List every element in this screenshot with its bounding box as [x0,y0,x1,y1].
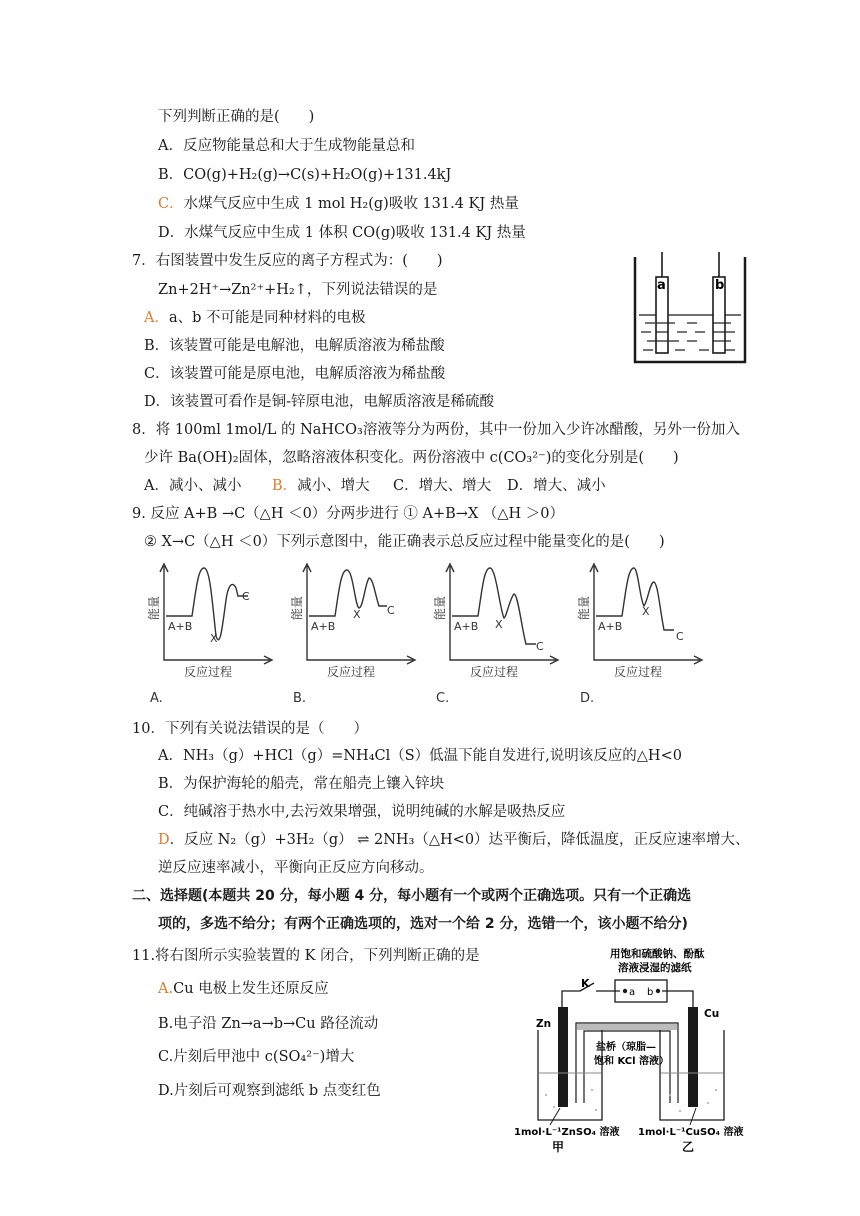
q7-electrode-b-label: b [715,278,725,293]
q11-bridge-label-2: 饱和 KCl 溶液） [594,1056,670,1067]
q9-x-axis-label: 反应过程 [614,665,663,679]
q11-right-name: 乙 [682,1140,695,1154]
q9-y-axis-label: 能量 [290,595,304,620]
q10-option-d-text: ．反应 N₂（g）+3H₂（g） ⇌ 2NH₃（△H<0）达平衡后，降低温度，正反应速率增大、 [169,832,750,848]
q11-apparatus-figure [510,945,750,1155]
q11-option-b: B.电子沿 Zn→a→b→Cu 路径流动 [158,1016,379,1032]
q9-ab-label: A+B [311,620,336,633]
q11-option-d: D.片刻后可观察到滤纸 b 点变红色 [158,1083,381,1099]
q8-option-b [272,476,370,496]
q9-y-axis-label: 能量 [577,595,591,620]
q9-x-point-label: X [495,618,503,631]
q9-ab-label: A+B [598,620,623,633]
q11-right-solution: 1mol·L⁻¹CuSO₄ 溶液 [638,1127,744,1138]
q7-option-b: B．该装置可能是电解池，电解质溶液为稀盐酸 [144,338,445,354]
q9-option-label: B. [293,691,307,706]
q9-y-axis-label: 能量 [433,595,447,620]
q9-option-label: D. [580,691,595,706]
q11-left-solution: 1mol·L⁻¹ZnSO₄ 溶液 [514,1127,620,1138]
q10-option-a: A．NH₃（g）+HCl（g）=NH₄Cl（S）低温下能自发进行,说明该反应的△H<0 [158,748,682,764]
q9-energy-diagrams [140,560,720,710]
q11-bridge-label-1: 盐桥（琼脂— [596,1042,656,1053]
q9-y-axis-label: 能量 [147,595,161,620]
q9-x-point-label: X [353,608,361,621]
q10-option-d [158,830,750,850]
q9-line1: 9. 反应 A+B →C（△H ＜0）分两步进行 ① A+B→X （△H ＞0） [132,506,565,522]
q9-diagram-d [576,564,702,706]
q7-option-a-text: a、b 不可能是同种材料的电极 [168,310,366,326]
q11-option-a-text: Cu 电极上发生还原反应 [173,981,329,997]
section2-heading-line1: 二、选择题(本题共 20 分，每小题 4 分，每小题有一个或两个正确选项。只有一个正确选 [132,888,692,904]
q9-x-point-label: X [642,605,650,618]
q9-option-label: A. [150,691,163,706]
q9-option-label: C. [436,691,450,706]
q9-c-point-label: C [676,630,684,643]
q9-c-point-label: C [536,640,544,653]
q8-option-b-text: 减小、增大 [297,478,370,494]
q9-c-point-label: C [242,590,250,603]
q9-diagram-c [432,564,558,706]
q8-line1: 8．将 100ml 1mol/L 的 NaHCO₃溶液等分为两份，其中一份加入少许冰醋酸，另外一份加入 [132,422,740,438]
q11-zn-label: Zn [536,1018,552,1030]
q7-stem: 7．右图装置中发生反应的离子方程式为：( ) [132,253,443,269]
q7-electrode-a-label: a [657,278,666,293]
q6-option-d: D．水煤气反应中生成 1 体积 CO(g)吸收 131.4 KJ 热量 [158,225,526,241]
q11-point-a: a [629,987,636,998]
q7-option-a [144,308,366,328]
q9-line2: ② X→C（△H ＜0）下列示意图中，能正确表示总反应过程中能量变化的是( ) [144,534,665,550]
q10-stem: 10．下列有关说法错误的是（ ） [132,721,368,737]
q7-option-a-letter: A． [144,310,169,326]
q9-ab-label: A+B [454,620,479,633]
q6-option-c [158,194,519,214]
q7-equation: Zn+2H⁺→Zn²⁺+H₂↑，下列说法错误的是 [158,282,438,298]
q10-option-c: C．纯碱溶于热水中,去污效果增强，说明纯碱的水解是吸热反应 [158,804,566,820]
q6-option-c-letter: C． [158,196,184,212]
q8-option-b-letter: B． [272,478,298,494]
q9-x-axis-label: 反应过程 [470,665,519,679]
q8-line2: 少许 Ba(OH)₂固体，忽略溶液体积变化。两份溶液中 c(CO₃²⁻)的变化分别是( ) [144,450,679,466]
q8-option-d: D．增大、减小 [507,478,606,494]
q9-energy-curve [309,570,387,616]
q8-option-c: C．增大、增大 [393,478,492,494]
q9-axes [164,566,270,660]
q6-option-c-text: 水煤气反应中生成 1 mol H₂(g)吸收 131.4 KJ 热量 [183,196,519,212]
section2-heading-line2: 项的，多选不给分；有两个正确选项的，选对一个给 2 分，选错一个，该小题不给分) [158,916,688,932]
q11-option-a [158,979,329,999]
q9-ab-label: A+B [168,620,193,633]
q11-stem: 11.将右图所示实验装置的 K 闭合，下列判断正确的是 [132,948,480,964]
q10-option-d-letter: D [158,832,170,848]
q6-stem: 下列判断正确的是( ) [158,109,315,125]
q7-option-c: C．该装置可能是原电池，电解质溶液为稀盐酸 [144,366,446,382]
q11-left-name: 甲 [552,1140,565,1154]
q6-option-a: A．反应物能量总和大于生成物能量总和 [158,138,415,154]
q10-option-d-line2: 逆反应速率减小，平衡向正反应方向移动。 [158,860,434,876]
q9-diagram-b [289,564,415,706]
q11-paper-label-1: 用饱和硫酸钠、酚酞 [610,948,705,960]
q11-option-a-letter: A. [158,981,174,997]
q6-option-b: B．CO(g)+H₂(g)→C(s)+H₂O(g)+131.4kJ [158,167,452,183]
q9-c-point-label: C [387,604,395,617]
q11-point-b: b [647,987,654,998]
q11-paper-label-2: 溶液浸湿的滤纸 [618,962,692,974]
q9-x-axis-label: 反应过程 [327,665,376,679]
q7-electrolysis-figure [625,247,755,369]
q11-switch-k: K [581,977,590,990]
q10-option-b: B．为保护海轮的船壳，常在船壳上镶入锌块 [158,776,445,792]
q9-x-point-label: X [210,632,218,645]
q8-option-a: A．减小、减小 [144,478,242,494]
q11-option-c: C.片刻后甲池中 c(SO₄²⁻)增大 [158,1049,355,1065]
q9-x-axis-label: 反应过程 [184,665,233,679]
q9-diagram-a [146,564,272,706]
q11-cu-label: Cu [704,1008,720,1020]
q7-option-d: D．该装置可看作是铜-锌原电池，电解质溶液是稀硫酸 [144,394,495,410]
